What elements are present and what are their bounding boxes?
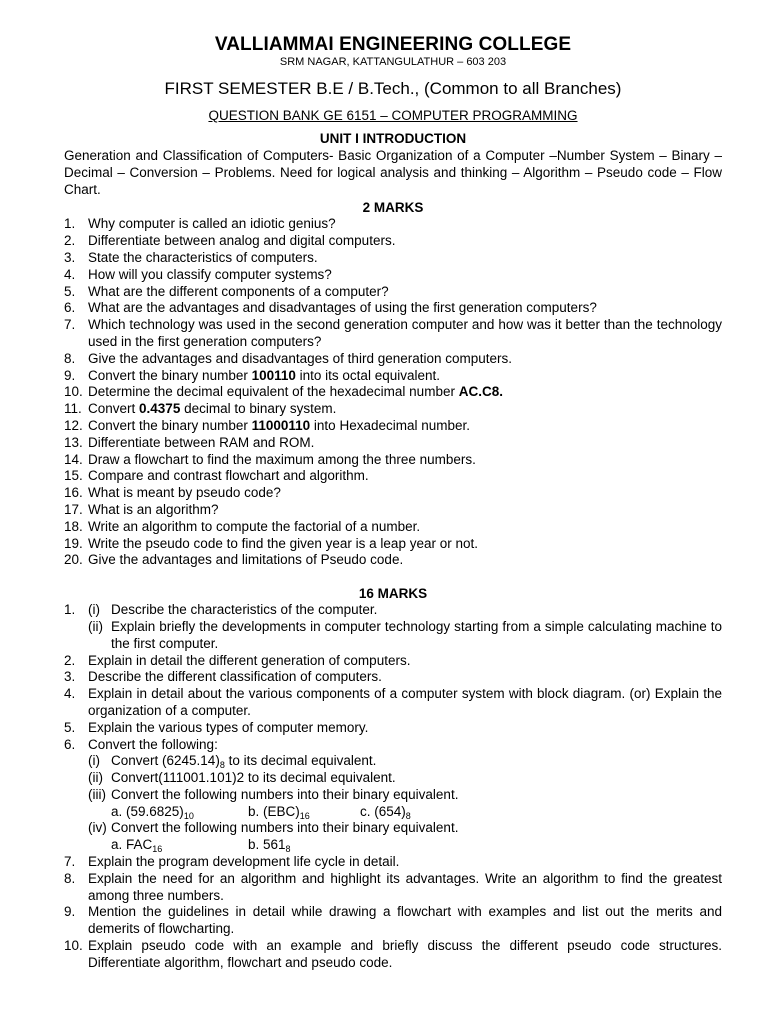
question-text: What is meant by pseudo code? — [88, 485, 281, 501]
question-text: What are the different components of a computer? — [88, 283, 389, 299]
question-text: What is an algorithm? — [88, 501, 219, 517]
sub-question-text-pre: Convert (6245.14) — [111, 753, 220, 769]
sub-question-number: (iii) — [88, 786, 106, 802]
base-subscript: 8 — [405, 810, 411, 821]
question-text: Differentiate between RAM and ROM. — [88, 434, 315, 450]
question-item — [64, 720, 722, 737]
sub-question-text: Describe the characteristics of the computer. — [111, 602, 378, 618]
question-text: Give the advantages and limitations of Pseudo code. — [88, 552, 404, 568]
question-number: 16. — [64, 485, 83, 501]
question-number: 12. — [64, 417, 83, 433]
option-item — [111, 804, 248, 821]
base-subscript: 16 — [152, 844, 163, 855]
question-item — [64, 653, 722, 670]
question-item — [64, 233, 722, 250]
base-subscript: 8 — [285, 844, 291, 855]
option-item — [248, 804, 360, 821]
sub-question-text: Convert the following numbers into their binary equivalent. — [111, 820, 459, 836]
question-text: What are the advantages and disadvantages of using the first generation computers? — [88, 300, 597, 316]
conversion-options — [88, 837, 722, 854]
question-text: Write the pseudo code to find the given year is a leap year or not. — [88, 535, 478, 551]
sixteen-marks-heading: 16 MARKS — [358, 586, 428, 602]
sub-question — [88, 619, 722, 653]
question-item — [64, 904, 722, 938]
unit-syllabus: Generation and Classification of Computers- Basic Organization of a Computer –Number System – Binary – Decimal – Conversion – Problems. Need for logical analysis and thinking – Algorithm – Pseudo code – Flow Chart. — [64, 148, 722, 197]
question-text: Explain the various types of computer memory. — [88, 719, 369, 735]
question-text: How will you classify computer systems? — [88, 266, 332, 282]
question-text-post: decimal to binary system. — [180, 401, 337, 417]
question-text: Give the advantages and disadvantages of third generation computers. — [88, 350, 513, 366]
base-subscript: 16 — [299, 810, 310, 821]
question-item — [64, 536, 722, 553]
question-number: 3. — [64, 669, 76, 685]
question-item — [64, 552, 722, 569]
sub-question-text-post: to its decimal equivalent. — [224, 753, 377, 769]
question-item — [64, 368, 722, 385]
question-number: 17. — [64, 501, 83, 517]
question-text: Why computer is called an idiotic genius? — [88, 216, 336, 232]
option-label: a. FAC — [111, 837, 153, 853]
sub-question-number: (ii) — [88, 770, 103, 786]
question-item — [64, 250, 722, 267]
sub-question-number: (ii) — [88, 618, 103, 634]
question-number: 1. — [64, 602, 76, 618]
question-item — [64, 737, 722, 855]
sub-question-number: (i) — [88, 602, 100, 618]
option-item — [360, 804, 411, 821]
question-number: 2. — [64, 652, 76, 668]
question-text-post: into Hexadecimal number. — [310, 417, 471, 433]
sub-question-text: Convert(111001.101)2 to its decimal equivalent. — [111, 770, 396, 786]
sixteen-marks-list — [64, 602, 722, 972]
question-bold-value: 100110 — [251, 367, 296, 383]
question-item — [64, 317, 722, 351]
sub-question — [88, 753, 722, 770]
question-text-pre: Convert the binary number — [88, 417, 252, 433]
question-number: 14. — [64, 451, 83, 467]
college-address: SRM NAGAR, KATTANGULATHUR – 603 203 — [279, 56, 507, 68]
question-item — [64, 300, 722, 317]
question-number: 20. — [64, 552, 83, 568]
question-number: 4. — [64, 266, 76, 282]
question-text: Draw a flowchart to find the maximum among the three numbers. — [88, 451, 476, 467]
question-item — [64, 502, 722, 519]
question-item — [64, 602, 722, 652]
base-subscript: 8 — [219, 760, 225, 771]
question-item — [64, 384, 722, 401]
sub-question — [88, 787, 722, 804]
question-number: 8. — [64, 870, 76, 886]
sub-question-number: (iv) — [88, 820, 107, 836]
question-number: 11. — [64, 401, 82, 417]
question-item — [64, 267, 722, 284]
option-label: a. (59.6825) — [111, 803, 184, 819]
question-item — [64, 468, 722, 485]
option-item — [248, 837, 291, 854]
question-number: 8. — [64, 350, 76, 366]
sub-question — [88, 820, 722, 837]
option-label: c. (654) — [360, 803, 406, 819]
question-item — [64, 418, 722, 435]
question-item — [64, 938, 722, 972]
question-item — [64, 854, 722, 871]
question-number: 9. — [64, 904, 76, 920]
question-text: Compare and contrast flowchart and algorithm. — [88, 468, 369, 484]
sub-question-text: Explain briefly the developments in computer technology starting from a simple calculating machine to the first computer. — [111, 618, 722, 651]
question-number: 7. — [64, 854, 76, 870]
question-number: 5. — [64, 719, 76, 735]
sub-question-number: (i) — [88, 753, 100, 769]
question-number: 2. — [64, 233, 76, 249]
question-number: 10. — [64, 384, 83, 400]
semester-heading: FIRST SEMESTER B.E / B.Tech., (Common to all Branches) — [164, 79, 622, 98]
question-text: Write an algorithm to compute the factorial of a number. — [88, 518, 421, 534]
question-text: Which technology was used in the second generation computer and how was it better than the technology used in the first generation computers? — [88, 317, 722, 349]
question-number: 6. — [64, 300, 76, 316]
question-text: Explain the program development life cycle in detail. — [88, 854, 400, 870]
question-text: Explain the need for an algorithm and highlight its advantages. Write an algorithm to find the greatest among three numbers. — [88, 870, 722, 903]
question-item — [64, 351, 722, 368]
question-number: 13. — [64, 434, 83, 450]
question-item — [64, 452, 722, 469]
option-label: b. 561 — [248, 837, 286, 853]
question-text: Describe the different classification of computers. — [88, 669, 382, 685]
question-text: Explain in detail the different generation of computers. — [88, 652, 411, 668]
question-number: 10. — [64, 938, 83, 954]
question-number: 19. — [64, 535, 83, 551]
sub-question — [88, 602, 722, 619]
question-text: Explain pseudo code with an example and briefly discuss the different pseudo code structures. Differentiate algorithm, flowchart and pseudo code. — [88, 938, 722, 970]
question-bank-title: QUESTION BANK GE 6151 – COMPUTER PROGRAMMING — [208, 108, 578, 123]
question-number: 3. — [64, 249, 76, 265]
question-number: 9. — [64, 367, 76, 383]
question-number: 18. — [64, 518, 83, 534]
two-marks-list — [64, 216, 722, 569]
option-label: b. (EBC) — [248, 803, 300, 819]
two-marks-heading: 2 MARKS — [362, 200, 424, 216]
question-item — [64, 216, 722, 233]
question-item — [64, 669, 722, 686]
unit-title: UNIT I INTRODUCTION — [319, 131, 467, 146]
question-bold-value: 11000110 — [251, 417, 311, 433]
question-item — [64, 485, 722, 502]
question-bold-value: 0.4375 — [139, 401, 181, 417]
question-number: 1. — [64, 216, 76, 232]
question-text: Explain in detail about the various components of a computer system with block diagram. (or) Explain the organization of a computer. — [88, 686, 722, 718]
question-text-pre: Convert the binary number — [88, 367, 252, 383]
question-item — [64, 284, 722, 301]
question-text-pre: Convert — [88, 401, 140, 417]
conversion-options — [88, 804, 722, 821]
question-number: 7. — [64, 317, 76, 333]
question-item — [64, 871, 722, 905]
question-item — [64, 435, 722, 452]
sub-question — [88, 770, 722, 787]
question-item — [64, 519, 722, 536]
question-text: Mention the guidelines in detail while drawing a flowchart with examples and list out the merits and demerits of flowcharting. — [88, 904, 722, 937]
question-bold-value: AC.C8. — [458, 384, 503, 400]
college-name: VALLIAMMAI ENGINEERING COLLEGE — [214, 34, 572, 55]
question-item — [64, 686, 722, 720]
question-number: 6. — [64, 736, 76, 752]
question-number: 15. — [64, 468, 83, 484]
sub-question-text: Convert the following numbers into their binary equivalent. — [111, 786, 459, 802]
question-text-pre: Determine the decimal equivalent of the hexadecimal number — [88, 384, 459, 400]
question-item — [64, 401, 722, 418]
base-subscript: 10 — [183, 810, 194, 821]
question-text: Convert the following: — [88, 736, 218, 752]
question-number: 4. — [64, 686, 76, 702]
question-text: Differentiate between analog and digital computers. — [88, 233, 396, 249]
question-text: State the characteristics of computers. — [88, 249, 318, 265]
option-item — [111, 837, 248, 854]
question-number: 5. — [64, 283, 76, 299]
question-text-post: into its octal equivalent. — [295, 367, 440, 383]
